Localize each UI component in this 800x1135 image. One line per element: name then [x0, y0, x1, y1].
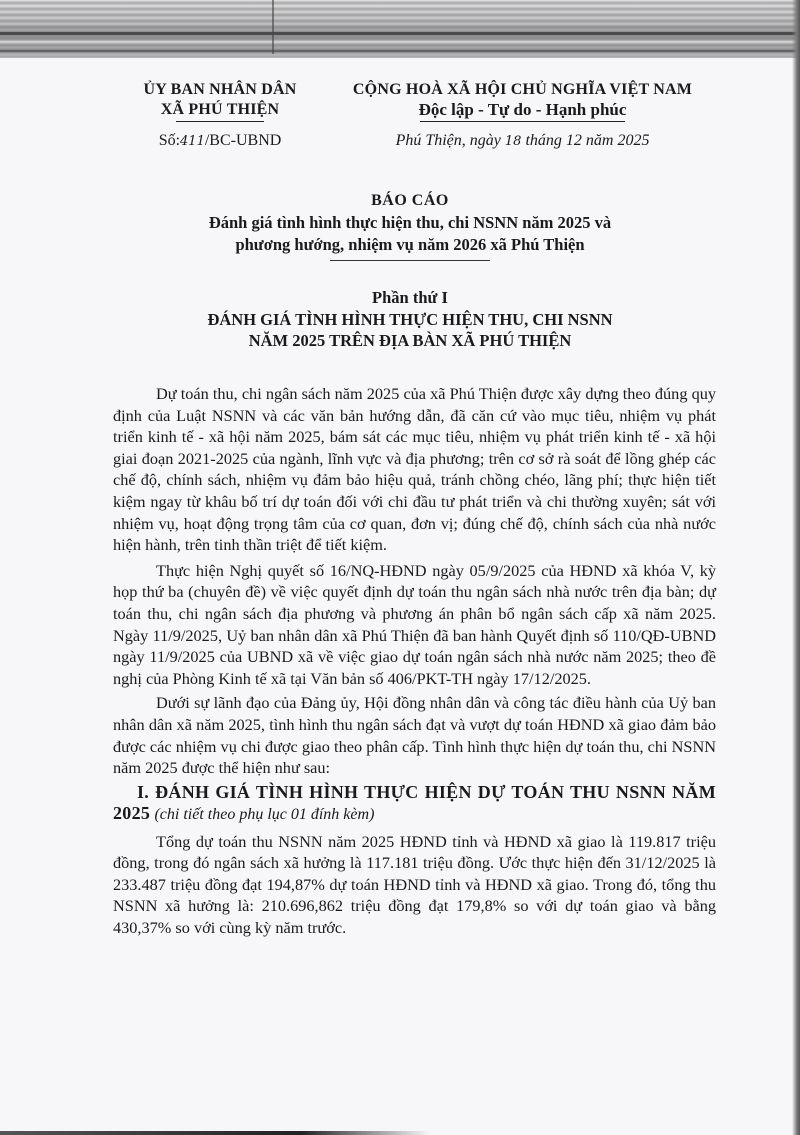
doc-number-prefix: Số:: [158, 132, 181, 149]
national-title: CỘNG HOÀ XÃ HỘI CHỦ NGHĨA VIỆT NAM: [352, 81, 693, 98]
doc-number-suffix: /BC-UBND: [204, 132, 282, 149]
scan-line: [272, 0, 274, 54]
document-number: [120, 132, 320, 150]
section-heading: [113, 782, 716, 825]
document-body: [113, 383, 716, 939]
document-type: BÁO CÁO: [371, 192, 449, 209]
scan-line: [0, 50, 800, 52]
commune-name: XÃ PHÚ THIỆN: [160, 101, 280, 118]
section-heading-title: I. ĐÁNH GIÁ TÌNH HÌNH THỰC HIỆN DỰ TOÁN THU NSNN NĂM 2025: [113, 781, 716, 823]
scan-artifact-bottom-edge: [0, 1131, 430, 1135]
scan-artifact-top: [0, 0, 800, 58]
section-heading-note: (chi tiết theo phụ lục 01 đính kèm): [154, 805, 375, 823]
document-subject-line-1: Đánh giá tình hình thực hiện thu, chi NSNN năm 2025 và: [208, 213, 612, 232]
part-heading-block: [100, 287, 720, 351]
document-subject-line-2: phương hướng, nhiệm vụ năm 2026 xã Phú Thiện: [235, 235, 585, 254]
document-title-block: [100, 190, 720, 261]
national-header-block: [335, 80, 710, 150]
part-title-line-1: ĐÁNH GIÁ TÌNH HÌNH THỰC HIỆN THU, CHI NSNN: [207, 310, 613, 329]
doc-number-handwritten: 411: [180, 134, 205, 149]
title-divider: [330, 260, 490, 261]
part-label: Phần thứ I: [372, 288, 448, 307]
part-title-line-2: NĂM 2025 TRÊN ĐỊA BÀN XÃ PHÚ THIỆN: [248, 331, 572, 350]
national-motto: Độc lập - Tự do - Hạnh phúc: [418, 100, 627, 119]
body-paragraph: Dưới sự lãnh đạo của Đảng ủy, Hội đồng nhân dân và công tác điều hành của Uỷ ban nhân dân xã năm 2025, tình hình thu ngân sách đạt và vượt dự toán HĐND xã giao đảm bảo được các nhiệm vụ chi được giao theo phân cấp. Tình hình thực hiện dự toán thu, chi NSNN năm 2025 được thể hiện như sau:: [113, 693, 716, 778]
authority-name: ỦY BAN NHÂN DÂN: [143, 81, 297, 98]
body-paragraph: Dự toán thu, chi ngân sách năm 2025 của xã Phú Thiện được xây dựng theo đúng quy định của Luật NSNN và các văn bản hướng dẫn, đã căn cứ vào mục tiêu, nhiệm vụ phát triển kinh tế - xã hội năm 2025, bám sát các mục tiêu, nhiệm vụ phát triển kinh tế - xã hội giai đoạn 2021-2025 của ngành, lĩnh vực và địa phương; trên cơ sở rà soát để lồng ghép các chế độ, chính sách, nhiệm vụ đảm bảo hiệu quả, tránh chồng chéo, lãng phí; thực hiện tiết kiệm ngay từ khâu bố trí dự toán đối với chi đầu tư phát triển và chi thường xuyên; sát với nhiệm vụ, hoạt động trọng tâm của cơ quan, đơn vị; đúng chế độ, chính sách của nhà nước hiện hành, trên tinh thần triệt để tiết kiệm.: [113, 384, 716, 555]
place-date-prefix: Phú Thiện, ngày: [395, 132, 501, 149]
issuing-authority-block: [120, 80, 320, 150]
body-paragraph: Thực hiện Nghị quyết số 16/NQ-HĐND ngày 05/9/2025 của HĐND xã khóa V, kỳ họp thứ ba (chuyên đề) về việc quyết định dự toán thu ngân sách nhà nước trên địa bàn; dự toán thu, chi ngân sách địa phương và phương án phân bổ ngân sách cấp xã năm 2025. Ngày 11/9/2025, Uỷ ban nhân dân xã Phú Thiện đã ban hành Quyết định số 110/QĐ-UBND ngày 11/9/2025 của UBND xã về việc giao dự toán ngân sách nhà nước năm 2025; theo đề nghị của Phòng Kinh tế xã tại Văn bản số 406/PKT-TH ngày 17/12/2025.: [113, 560, 716, 688]
place-date-suffix: tháng 12 năm 2025: [525, 132, 650, 149]
motto-underline: [420, 121, 625, 122]
authority-underline: [176, 121, 264, 122]
place-and-date: [335, 132, 710, 150]
day-handwritten: 18: [504, 134, 522, 149]
scan-artifact-right-edge: [792, 0, 800, 1135]
section-paragraph: Tổng dự toán thu NSNN năm 2025 HĐND tỉnh và HĐND xã giao là 119.817 triệu đồng, trong đó ngân sách xã hưởng là 117.181 triệu đồng. Ước thực hiện đến 31/12/2025 là 233.487 triệu đồng đạt 194,87% dự toán HĐND tỉnh và HĐND xã giao. Trong đó, tổng thu NSNN xã hưởng là: 210.696,862 triệu đồng đạt 179,8% so với dự toán giao và bằng 430,37% so với cùng kỳ năm trước.: [113, 831, 716, 938]
scan-line: [0, 32, 800, 35]
